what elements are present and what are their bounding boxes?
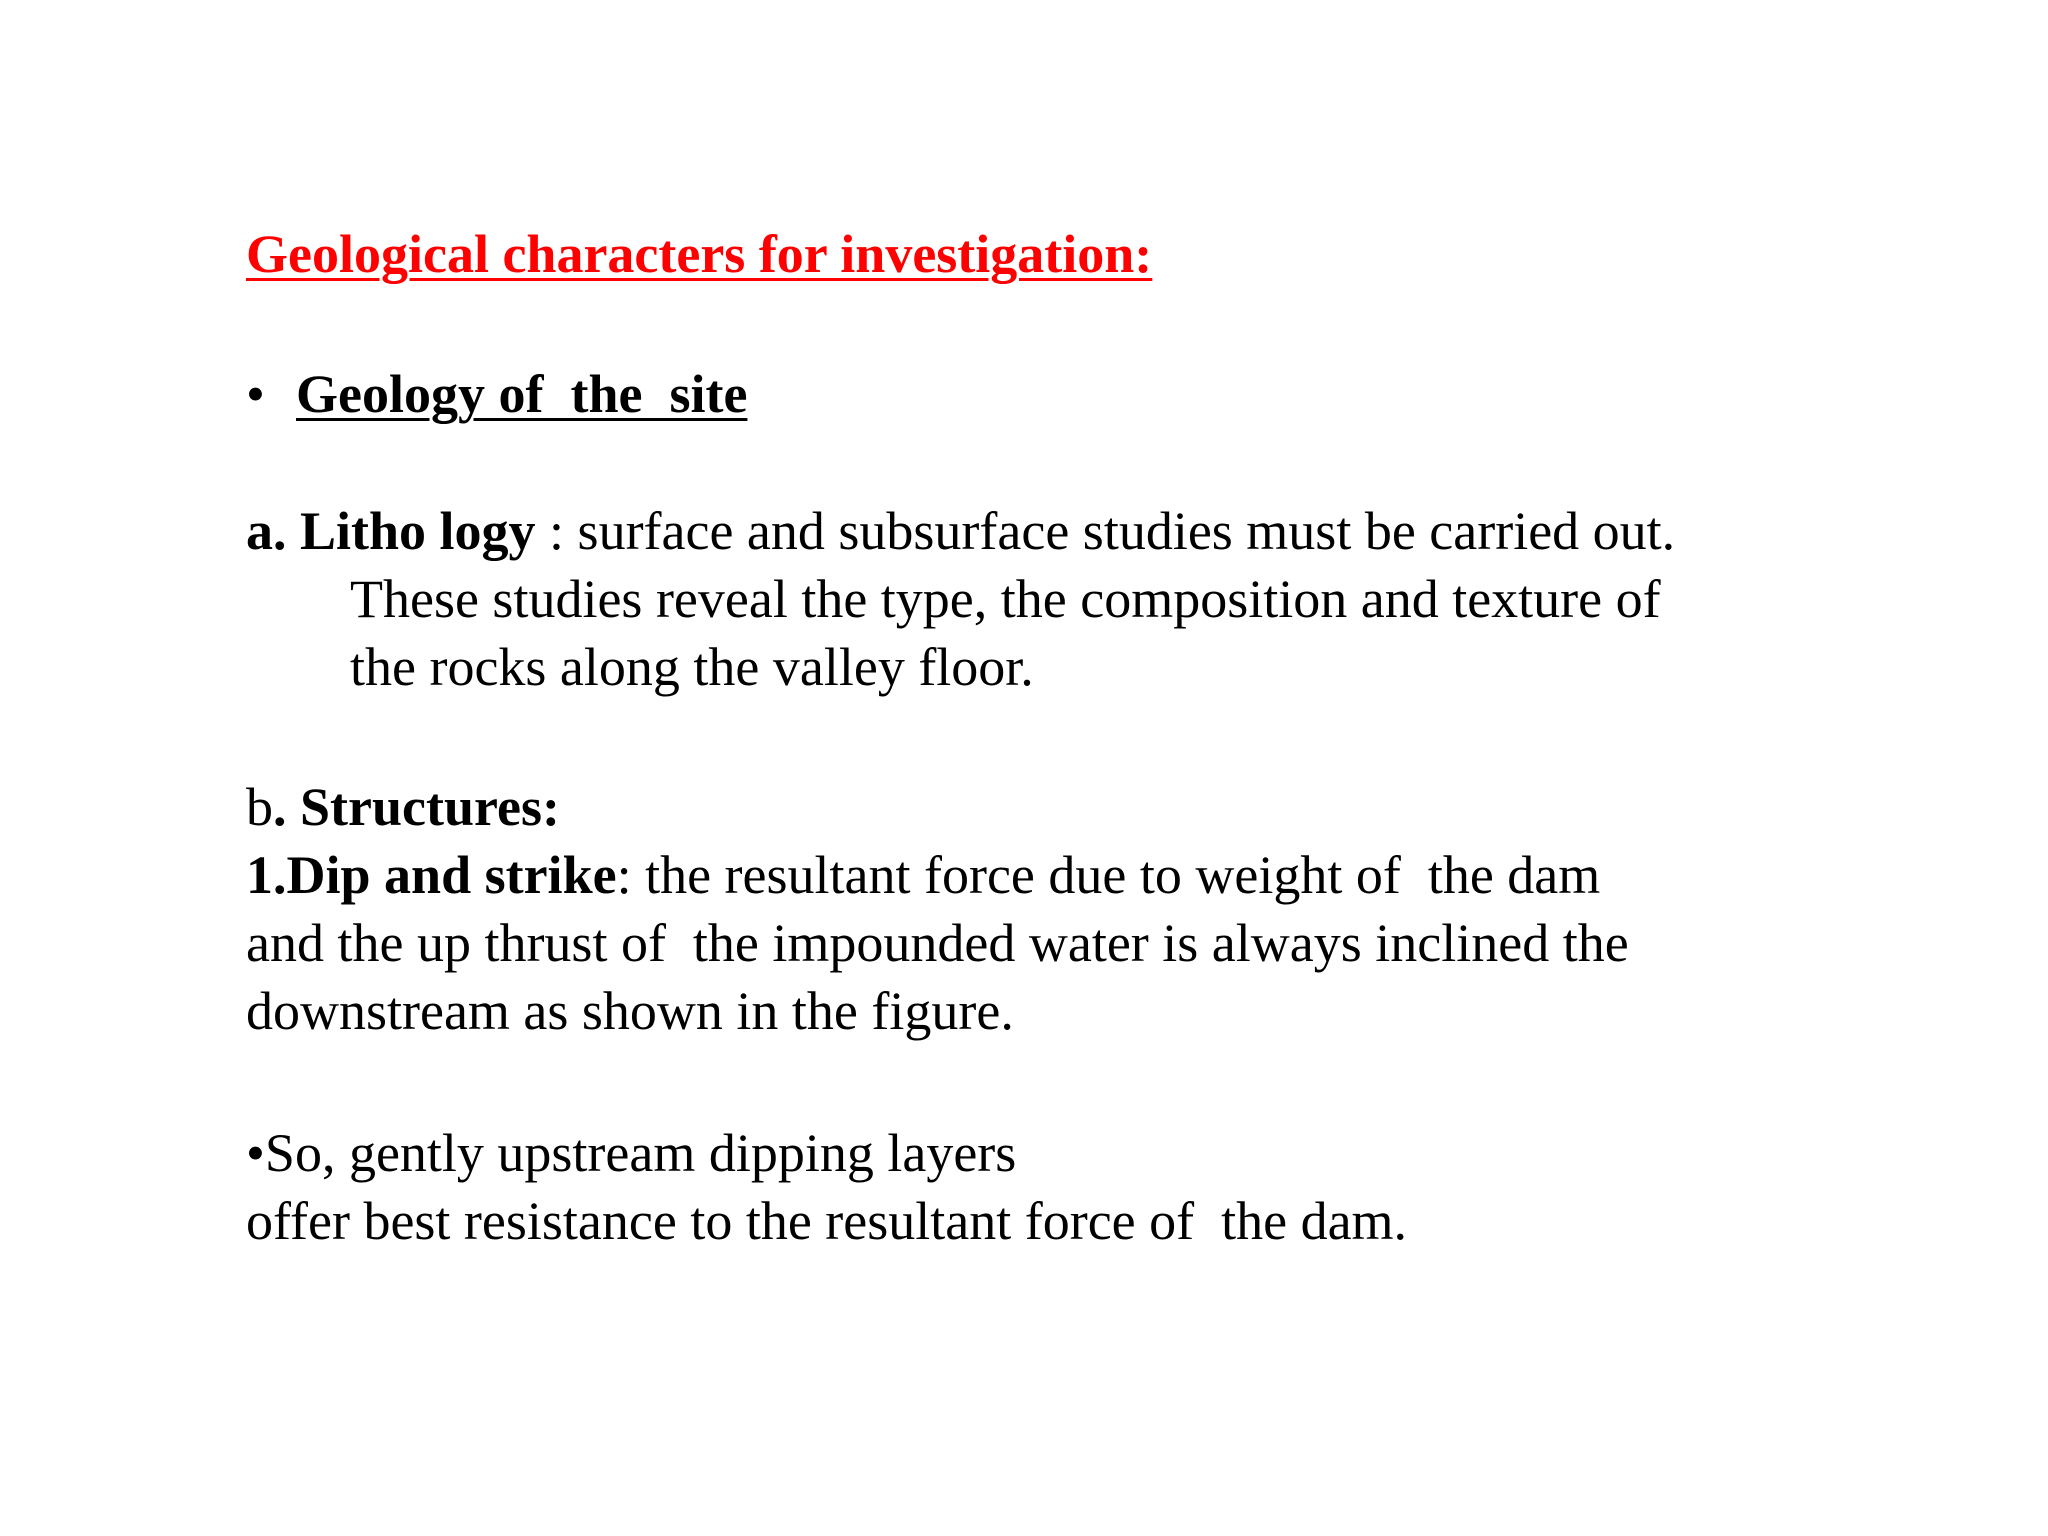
- lithology-line-2: These studies reveal the type, the composition and texture of: [350, 569, 1661, 629]
- conclusion-paragraph: [246, 1119, 1407, 1255]
- bullet-symbol: •: [246, 364, 265, 424]
- lithology-label: a. Litho logy: [246, 501, 536, 561]
- structures-heading: [246, 773, 560, 841]
- conclusion-line-2: offer best resistance to the resultant force of the dam.: [246, 1191, 1408, 1251]
- dip-line-1: [246, 841, 1629, 909]
- dip-line-3: downstream as shown in the figure.: [246, 981, 1014, 1041]
- lithology-paragraph: [246, 497, 1896, 701]
- bullet-heading: Geology of the site: [296, 364, 748, 424]
- conclusion-line-1: •So, gently upstream dipping layers: [246, 1123, 1017, 1183]
- dip-label: 1.Dip and strike: [246, 845, 617, 905]
- dip-line-2: and the up thrust of the impounded water is always inclined the: [246, 913, 1629, 973]
- dip-line-1-text: : the resultant force due to weight of the dam: [616, 845, 1601, 905]
- dip-strike-paragraph: [246, 841, 1629, 1045]
- structures-prefix: b: [246, 777, 273, 837]
- structures-label: . Structures:: [273, 777, 560, 837]
- lithology-line-3: the rocks along the valley floor.: [350, 637, 1034, 697]
- slide-title: Geological characters for investigation:: [246, 224, 1153, 284]
- lithology-line-1: : surface and subsurface studies must be carried out.: [535, 501, 1676, 561]
- bullet-geology-of-site: [246, 360, 747, 428]
